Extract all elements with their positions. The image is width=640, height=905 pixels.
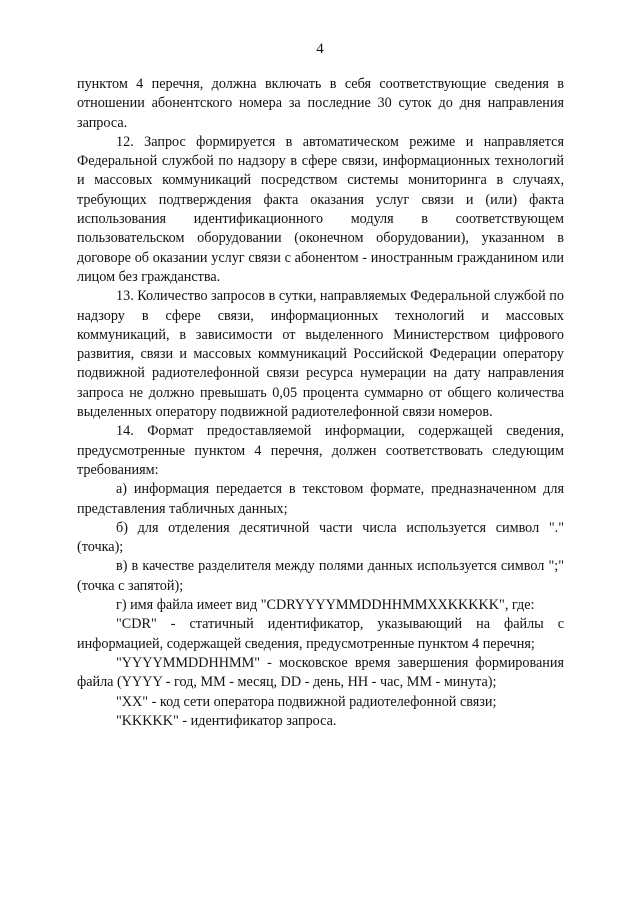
paragraph-item-14: 14. Формат предоставляемой информации, содержащей сведения, предусмотренные пунктом 4 перечня, должен соответствовать следующим требованиям: (77, 423, 564, 478)
paragraph-cdr-definition: "CDR" - статичный идентификатор, указывающий на файлы с информацией, содержащей сведения, предусмотренные пунктом 4 перечня; (77, 616, 564, 652)
paragraph-network-code-definition: "XX" - код сети оператора подвижной радиотелефонной связи; (116, 693, 497, 710)
paragraph-continuation: пунктом 4 перечня, должна включать в себя соответствующие сведения в отношении абонентского номера за последние 30 суток до дня направления запроса. (77, 76, 564, 131)
paragraph-item-12: 12. Запрос формируется в автоматическом режиме и направляется Федеральной службой по надзору в сфере связи, информационных технологий и массовых коммуникаций посредством системы мониторинга в случаях, требующих подтверждения факта оказания услуг связи и (или) факта использования идентификационного модуля в соответствующем пользовательском оборудовании (оконечном оборудовании), указанном в договоре об оказании услуг связи с абонентом - иностранным гражданином или лицом без гражданства. (77, 133, 564, 285)
page-number: 4 (316, 41, 324, 57)
paragraph-item-13: 13. Количество запросов в сутки, направляемых Федеральной службой по надзору в сфере связи, информационных технологий и массовых коммуникаций, в зависимости от выделенного Министерством цифрового развития, связи и массовых коммуникаций Российской Федерации оператору подвижной радиотелефонной связи ресурса нумерации на дату направления запроса не должно превышать 0,05 процента суммарно от общего количества выделенных оператору подвижной радиотелефонной связи номеров. (77, 288, 564, 421)
paragraph-subitem-g: г) имя файла имеет вид "CDRYYYYMMDDHHMMXXKKKKK", где: (116, 597, 535, 614)
paragraph-datetime-definition: "YYYYMMDDHHMM" - московское время завершения формирования файла (YYYY - год, MM - месяц, DD - день, HH - час, MM - минута); (77, 654, 564, 691)
paragraph-subitem-b: б) для отделения десятичной части числа используется символ "." (точка); (77, 519, 564, 556)
paragraph-request-id-definition: "KKKKK" - идентификатор запроса. (116, 712, 337, 729)
paragraph-subitem-v: в) в качестве разделителя между полями данных используется символ ";" (точка с запятой); (77, 558, 564, 594)
paragraph-subitem-a: а) информация передается в текстовом формате, предназначенном для представления табличных данных; (77, 481, 564, 517)
document-body (77, 75, 564, 731)
